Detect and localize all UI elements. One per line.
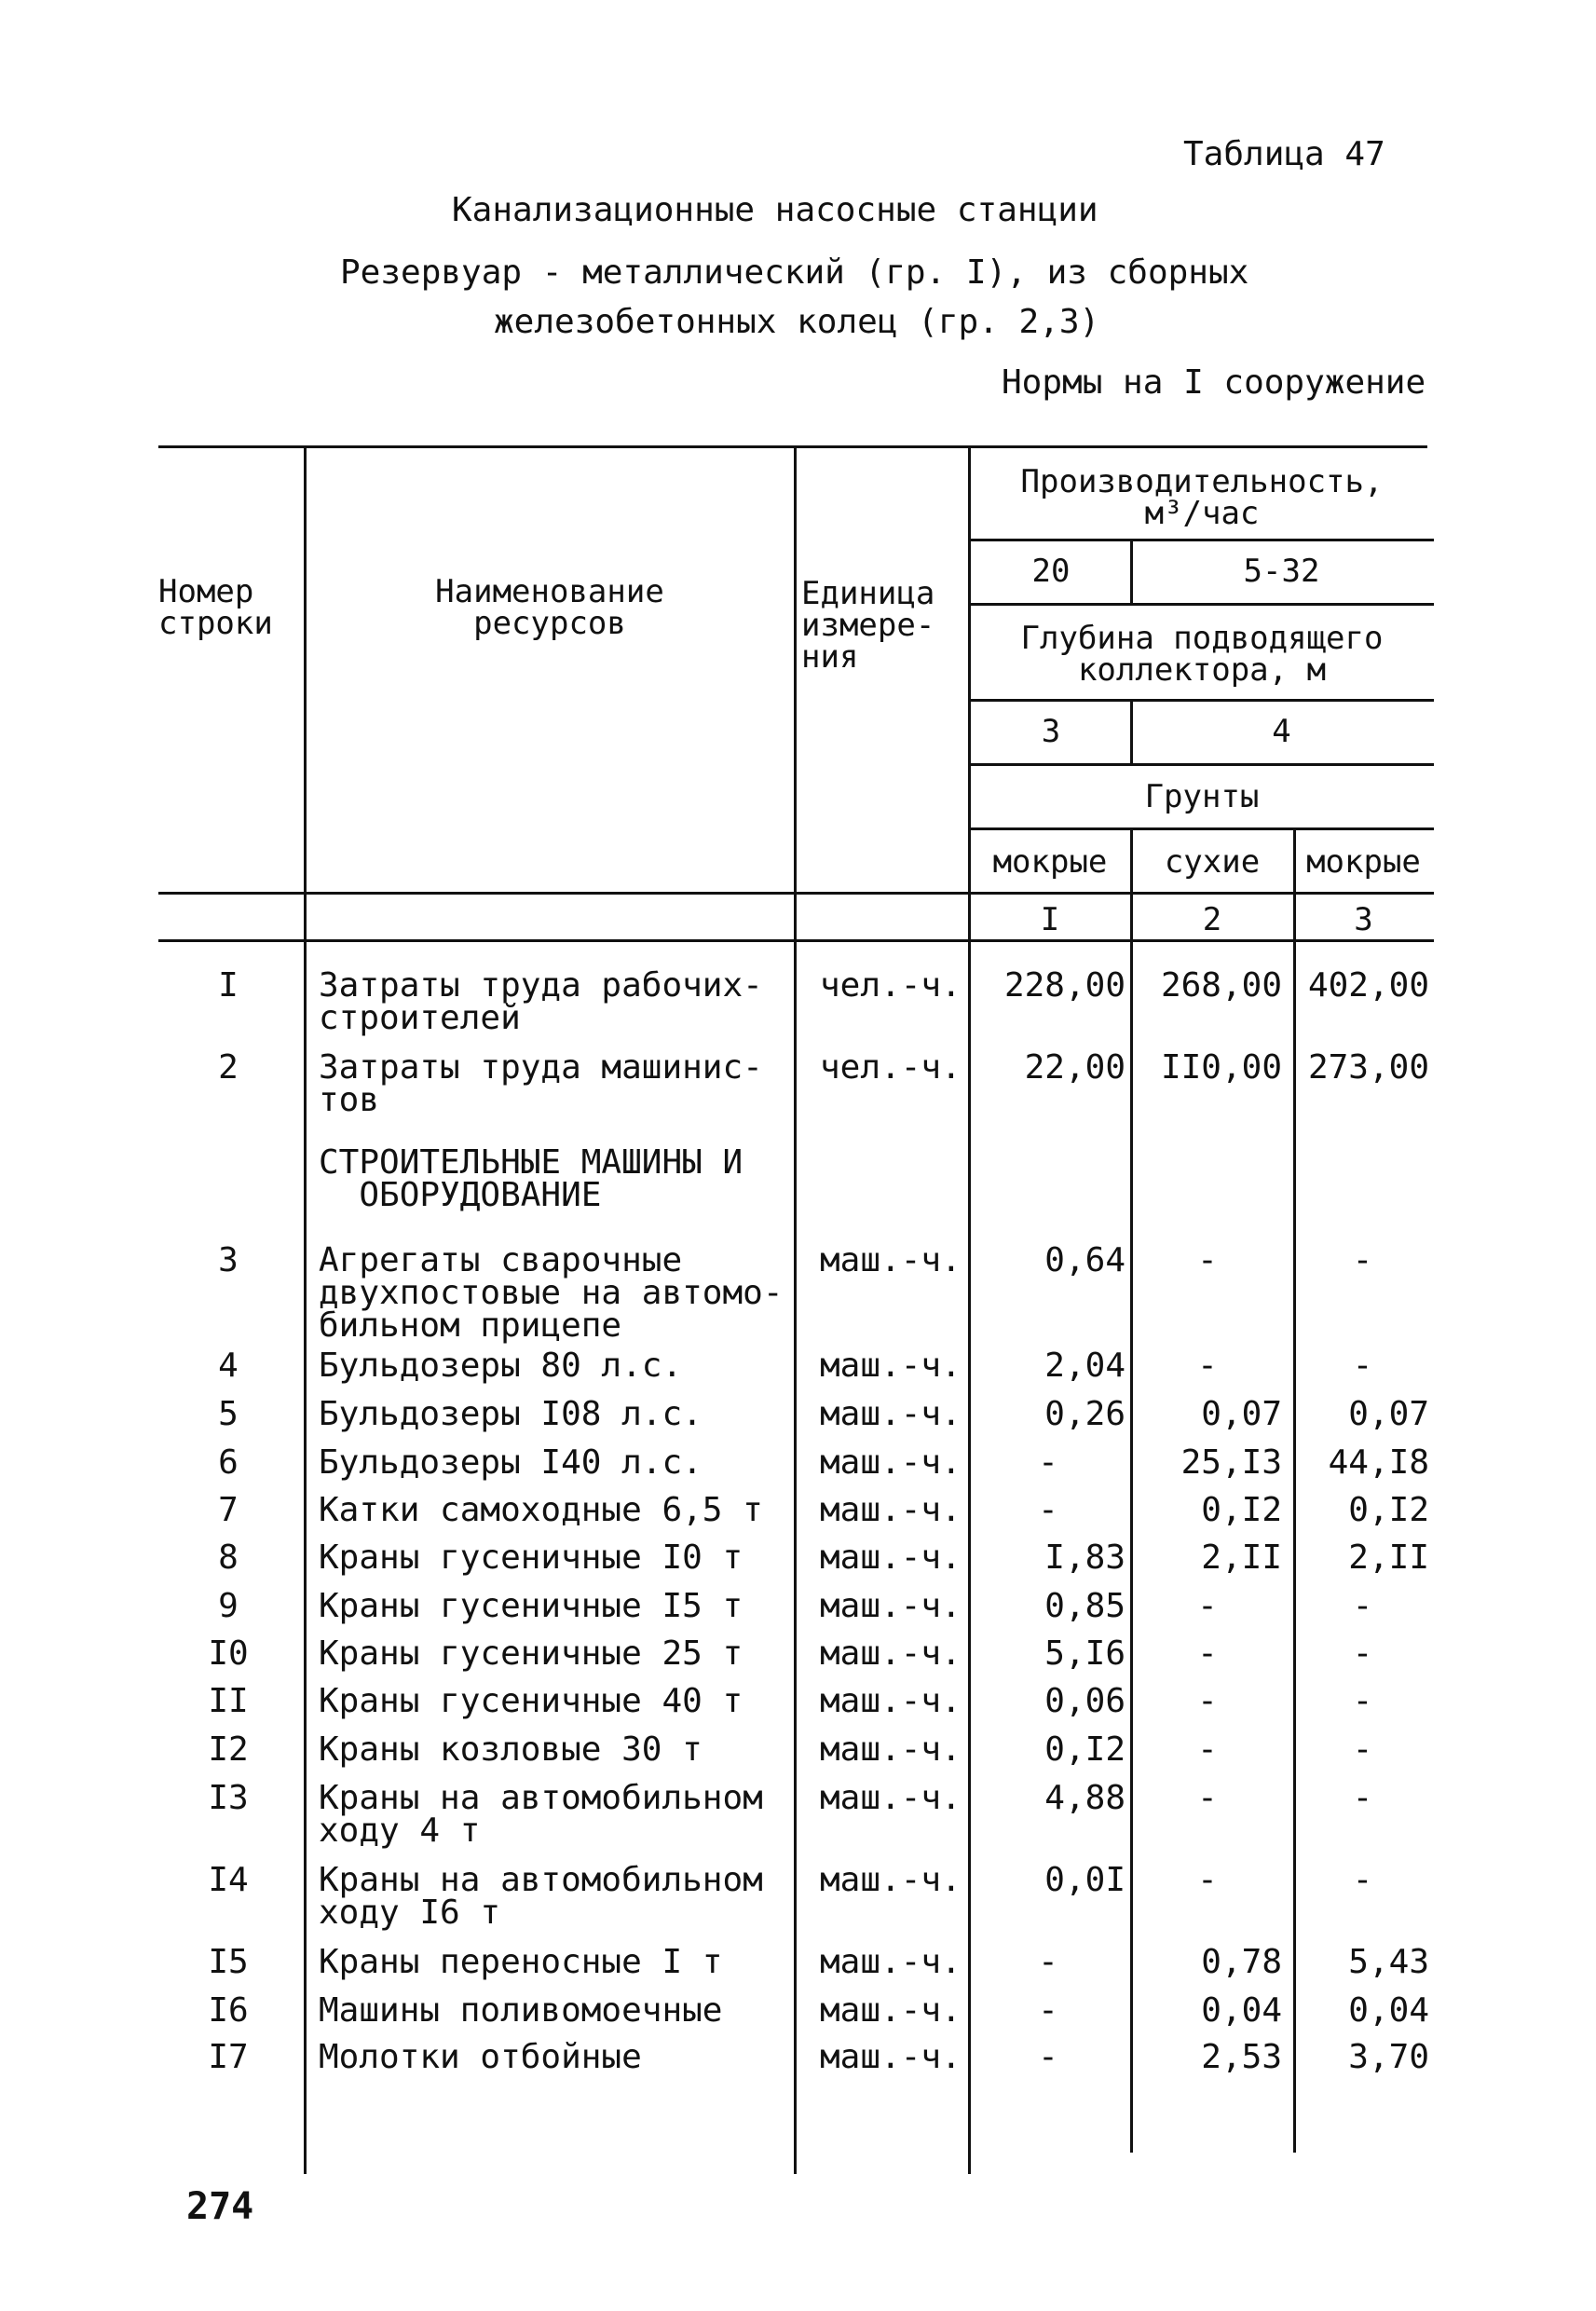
row-number: I5 [208, 1943, 249, 1981]
row-resource: Затраты труда машинис- тов [319, 1048, 763, 1119]
row-number: I7 [208, 2038, 249, 2076]
row-value-1: I,83 [1044, 1538, 1125, 1577]
row-resource: Катки самоходные 6,5 т [319, 1491, 763, 1529]
row-value-3: - [1352, 1587, 1373, 1625]
row-value-2: - [1197, 1634, 1218, 1673]
row-number: 9 [218, 1587, 239, 1625]
header-depth-value-2: 4 [1272, 713, 1291, 750]
row-number: 8 [218, 1538, 239, 1577]
header-productivity: Производительность, м³/час [1020, 463, 1384, 532]
header-soil-1: мокрые [992, 843, 1108, 881]
header-depth-value-1: 3 [1041, 713, 1061, 750]
row-resource: Краны на автомобильном ходу 4 т [319, 1779, 763, 1850]
row-value-3: 5,43 [1348, 1943, 1429, 1981]
row-number: I3 [208, 1779, 249, 1817]
row-number: I2 [208, 1730, 249, 1769]
row-resource: Краны гусеничные 40 т [319, 1682, 743, 1720]
row-value-1: - [1038, 1943, 1058, 1981]
row-value-2: 0,78 [1201, 1943, 1282, 1981]
row-value-2: - [1197, 1587, 1218, 1625]
header-prod-value-2: 5-32 [1243, 553, 1320, 590]
row-value-1: - [1038, 1991, 1058, 2030]
row-unit: маш.-ч. [820, 1730, 962, 1769]
header-bottom-rule [158, 892, 1434, 895]
row-resource: Агрегаты сварочные двухпостовые на автомо- бильном прицепе [319, 1241, 784, 1345]
table-top-rule [158, 445, 1427, 448]
row-unit: маш.-ч. [820, 1991, 962, 2030]
row-resource: Краны козловые 30 т [319, 1730, 703, 1769]
row-value-2: 2,53 [1201, 2038, 1282, 2076]
subtitle-line-1: Резервуар - металлический (гр. I), из сборных [340, 253, 1249, 292]
row-value-3: 2,II [1348, 1538, 1429, 1577]
col-sep-3 [968, 445, 971, 2174]
row-number: I4 [208, 1861, 249, 1899]
row-value-1: 0,0I [1044, 1861, 1125, 1899]
header-soil-3: мокрые [1306, 843, 1421, 881]
column-number-1: I [1040, 901, 1060, 938]
rule-prod-values [968, 603, 1434, 606]
document-title: Канализационные насосные станции [452, 191, 1098, 229]
row-value-1: 0,64 [1044, 1241, 1125, 1279]
rule-depth [968, 699, 1434, 702]
page-number: 274 [186, 2185, 254, 2228]
rule-productivity [968, 539, 1434, 541]
col-sep-2 [794, 445, 797, 2174]
row-number: I [218, 966, 239, 1005]
column-number-2: 2 [1202, 901, 1222, 938]
row-unit: маш.-ч. [820, 1491, 962, 1529]
header-soils: Грунты [1144, 778, 1260, 815]
row-resource: Молотки отбойные [319, 2038, 642, 2076]
row-value-3: 0,04 [1348, 1991, 1429, 2030]
row-unit: маш.-ч. [820, 1943, 962, 1981]
rule-depth-values [968, 763, 1434, 766]
row-value-3: - [1352, 1634, 1373, 1673]
row-value-2: 2,II [1201, 1538, 1282, 1577]
row-value-3: - [1352, 1682, 1373, 1720]
row-value-2: - [1197, 1682, 1218, 1720]
row-value-2: 0,07 [1201, 1395, 1282, 1433]
row-value-2: II0,00 [1160, 1048, 1282, 1087]
row-resource: СТРОИТЕЛЬНЫЕ МАШИНЫ И ОБОРУДОВАНИЕ [319, 1143, 743, 1214]
row-value-1: - [1038, 1443, 1058, 1482]
colnum-bottom-rule [158, 939, 1434, 942]
norms-note: Нормы на I сооружение [1002, 363, 1426, 402]
row-number: 5 [218, 1395, 239, 1433]
row-number: 7 [218, 1491, 239, 1529]
row-value-1: 0,06 [1044, 1682, 1125, 1720]
column-number-3: 3 [1354, 901, 1373, 938]
row-value-3: 0,I2 [1348, 1491, 1429, 1529]
row-value-2: 0,I2 [1201, 1491, 1282, 1529]
row-value-1: 22,00 [1024, 1048, 1125, 1087]
col-sep-1 [304, 445, 307, 2174]
row-value-3: - [1352, 1347, 1373, 1385]
row-unit: маш.-ч. [820, 1241, 962, 1279]
row-value-3: 273,00 [1307, 1048, 1429, 1087]
row-resource: Краны на автомобильном ходу I6 т [319, 1861, 763, 1932]
row-unit: маш.-ч. [820, 1587, 962, 1625]
row-number: 6 [218, 1443, 239, 1482]
row-resource: Бульдозеры I08 л.с. [319, 1395, 703, 1433]
header-depth: Глубина подводящего коллектора, м [1020, 620, 1384, 689]
row-unit: маш.-ч. [820, 1634, 962, 1673]
header-soil-2: сухие [1164, 843, 1261, 881]
row-number: I6 [208, 1991, 249, 2030]
col-sep-5 [1130, 701, 1133, 766]
row-value-3: 44,I8 [1328, 1443, 1429, 1482]
row-resource: Машины поливомоечные [319, 1991, 723, 2030]
row-value-2: - [1197, 1730, 1218, 1769]
row-number: 3 [218, 1241, 239, 1279]
header-prod-value-1: 20 [1031, 553, 1071, 590]
row-value-2: 25,I3 [1180, 1443, 1282, 1482]
row-resource: Бульдозеры I40 л.с. [319, 1443, 703, 1482]
row-value-1: 2,04 [1044, 1347, 1125, 1385]
header-resource-name: Наименование ресурсов [435, 573, 664, 642]
row-value-3: - [1352, 1779, 1373, 1817]
col-sep-4 [1130, 540, 1133, 606]
row-unit: чел.-ч. [820, 1048, 962, 1087]
row-unit: маш.-ч. [820, 1779, 962, 1817]
row-number: I0 [208, 1634, 249, 1673]
header-row-number: Номер строки [158, 573, 273, 642]
row-value-1: 228,00 [1003, 966, 1125, 1005]
row-value-2: - [1197, 1347, 1218, 1385]
row-unit: маш.-ч. [820, 1538, 962, 1577]
row-number: II [208, 1682, 249, 1720]
row-unit: маш.-ч. [820, 1395, 962, 1433]
row-value-1: 4,88 [1044, 1779, 1125, 1817]
subtitle-line-2: железобетонных колец (гр. 2,3) [494, 303, 1100, 341]
row-value-1: 5,I6 [1044, 1634, 1125, 1673]
row-value-3: - [1352, 1241, 1373, 1279]
row-resource: Краны гусеничные I0 т [319, 1538, 743, 1577]
row-value-2: 268,00 [1160, 966, 1282, 1005]
row-value-2: - [1197, 1241, 1218, 1279]
row-unit: маш.-ч. [820, 1682, 962, 1720]
row-value-2: - [1197, 1779, 1218, 1817]
row-resource: Краны гусеничные I5 т [319, 1587, 743, 1625]
rule-soils [968, 827, 1434, 830]
row-value-2: 0,04 [1201, 1991, 1282, 2030]
row-number: 4 [218, 1347, 239, 1385]
row-value-1: - [1038, 2038, 1058, 2076]
row-resource: Краны переносные I т [319, 1943, 723, 1981]
row-unit: маш.-ч. [820, 2038, 962, 2076]
row-value-3: - [1352, 1730, 1373, 1769]
row-resource: Краны гусеничные 25 т [319, 1634, 743, 1673]
row-unit: чел.-ч. [820, 966, 962, 1005]
header-unit: Единица измере- ния [801, 575, 935, 676]
row-value-3: 3,70 [1348, 2038, 1429, 2076]
table-label: Таблица 47 [1183, 135, 1385, 173]
row-value-2: - [1197, 1861, 1218, 1899]
row-value-3: 402,00 [1307, 966, 1429, 1005]
row-unit: маш.-ч. [820, 1861, 962, 1899]
row-unit: маш.-ч. [820, 1443, 962, 1482]
row-value-1: 0,26 [1044, 1395, 1125, 1433]
row-value-3: 0,07 [1348, 1395, 1429, 1433]
row-value-1: 0,85 [1044, 1587, 1125, 1625]
row-resource: Бульдозеры 80 л.с. [319, 1347, 683, 1385]
row-resource: Затраты труда рабочих- строителей [319, 966, 763, 1037]
row-value-3: - [1352, 1861, 1373, 1899]
row-number: 2 [218, 1048, 239, 1087]
row-unit: маш.-ч. [820, 1347, 962, 1385]
row-value-1: 0,I2 [1044, 1730, 1125, 1769]
row-value-1: - [1038, 1491, 1058, 1529]
